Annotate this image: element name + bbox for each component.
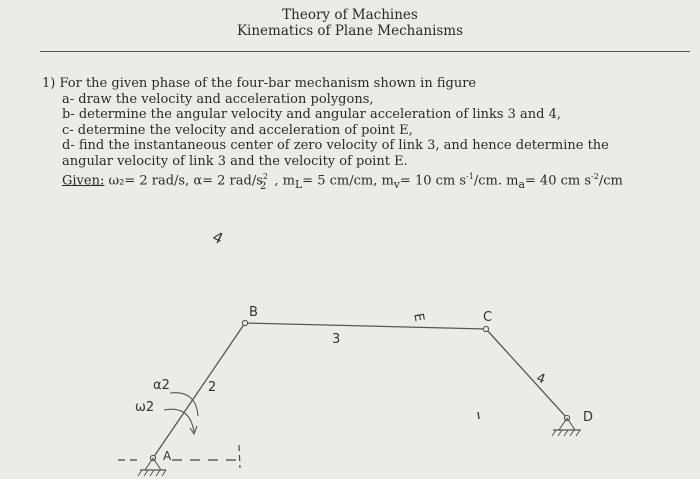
link-3 xyxy=(245,323,486,329)
given-mL-value: = 5 cm/cm, m xyxy=(302,173,394,189)
given-ma-unit: /cm xyxy=(598,173,623,189)
label-link-4: 4 xyxy=(534,370,548,388)
given-mL: , m xyxy=(274,173,295,189)
label-E: E xyxy=(410,312,427,323)
given-mL-subscript: L xyxy=(294,177,303,191)
given-label: Given: xyxy=(62,173,105,189)
problem-part-d-line1: d- find the instantaneous center of zero velocity of link 3, and hence determine the xyxy=(62,138,609,153)
problem-part-b: b- determine the angular velocity and angular acceleration of links 3 and 4, xyxy=(62,107,562,122)
problem-part-d-line2: angular velocity of link 3 and the velocity of point E. xyxy=(62,153,408,169)
given-alpha-exponent: 2 xyxy=(262,172,268,181)
chapter-title: Kinematics of Plane Mechanisms xyxy=(236,23,464,39)
given-mv-value: = 10 cm s xyxy=(399,173,467,189)
label-omega2: ω2 xyxy=(135,400,155,415)
given-mv-unit: /cm. m xyxy=(473,173,519,189)
link-4 xyxy=(486,329,567,418)
given-ma-value: = 40 cm s xyxy=(524,173,592,189)
label-A: A xyxy=(163,449,172,463)
given-omega: ω₂= 2 rad/s, xyxy=(108,173,190,189)
given-ma-exponent: -2 xyxy=(591,172,599,181)
given-alpha-subscript: 2 xyxy=(260,181,267,193)
label-alpha2: α2 xyxy=(153,378,170,393)
point-E-tick xyxy=(478,412,479,419)
problem-part-a: a- draw the velocity and acceleration polygons, xyxy=(62,91,374,107)
joint-B xyxy=(242,320,247,325)
joint-C xyxy=(483,326,488,331)
label-C: C xyxy=(483,310,493,325)
label-link-3: 3 xyxy=(332,332,341,347)
problem-part-c: c- determine the velocity and acceleration of point E, xyxy=(62,122,413,138)
given-mv-subscript: v xyxy=(393,177,400,191)
label-D: D xyxy=(583,410,594,425)
given-mv-exponent: -1 xyxy=(466,172,474,181)
label-B: B xyxy=(249,305,258,320)
given-alpha-value: = 2 rad/s xyxy=(202,173,263,189)
course-title: Theory of Machines xyxy=(282,7,418,23)
given-alpha: α xyxy=(193,173,203,189)
figure-mark-4: 4 xyxy=(209,227,226,249)
problem-intro: 1) For the given phase of the four-bar mechanism shown in figure xyxy=(42,76,477,91)
given-ma-subscript: a xyxy=(518,177,525,191)
label-link-2: 2 xyxy=(208,380,217,395)
ground-vertical-mark xyxy=(239,445,240,468)
